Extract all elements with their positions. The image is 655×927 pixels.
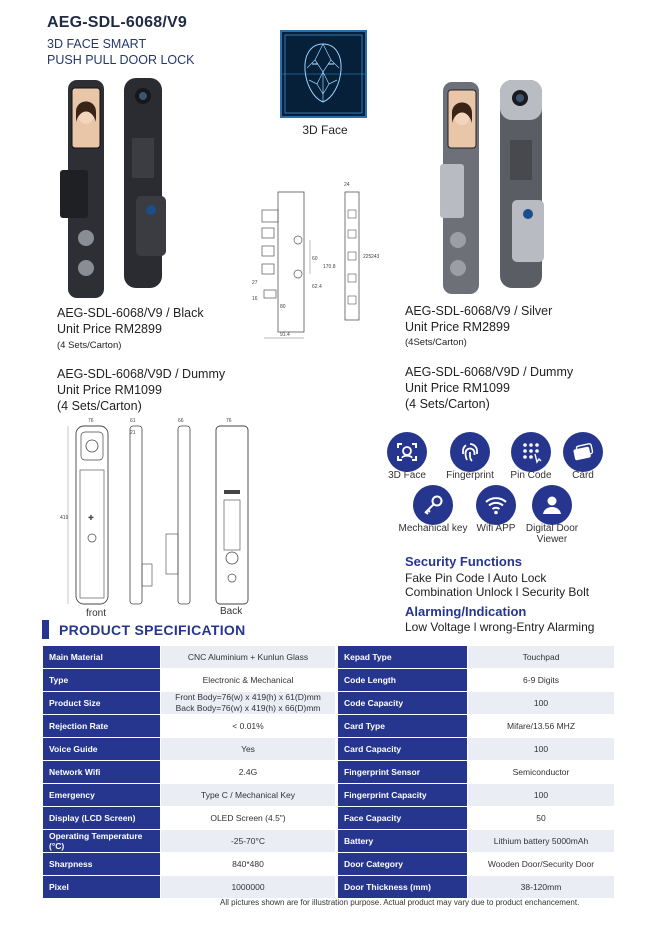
spec-key: Type [43,669,161,692]
silver-variant-pack: (4Sets/Carton) [405,337,467,348]
method-label: Mechanical key [398,523,468,534]
subtitle-line1: 3D FACE SMART [47,37,147,51]
card-icon [563,432,603,472]
face-scan-icon [387,432,427,472]
spec-key: Sharpness [43,853,161,876]
spec-title-bar [42,620,49,639]
spec-value: Lithium battery 5000mAh [468,830,615,853]
spec-value: Yes [161,738,336,761]
spec-value: 38-120mm [468,876,615,899]
black-lock-image [58,78,173,303]
face-scan-graphic [280,30,367,118]
dim-16: 16 [252,296,258,302]
back-label: Back [220,606,243,617]
dim-27: 27 [252,280,258,286]
dim-76b: 76 [226,418,232,424]
spec-value: 2.4G [161,761,336,784]
spec-key: Fingerprint Sensor [338,761,468,784]
spec-table [42,645,615,899]
dim-60: 60 [312,256,318,262]
dim-61: 61 [130,418,136,424]
method-wifi-app [476,485,516,525]
spec-value: Electronic & Mechanical [161,669,336,692]
spec-key: Face Capacity [338,807,468,830]
spec-value: 100 [468,784,615,807]
spec-key: Product Size [43,692,161,715]
spec-key: Pixel [43,876,161,899]
dim-914: 91.4 [280,332,290,338]
spec-value: 100 [468,738,615,761]
method-mechanical-key [413,485,453,525]
method-label: Card [572,470,594,481]
table-row [43,807,615,830]
dummy-left-pack: (4 Sets/Carton) [57,399,142,413]
svg-text:✚: ✚ [88,515,94,522]
dim-80: 80 [280,304,286,310]
dim-419: 419 [60,515,69,521]
black-variant-pack: (4 Sets/Carton) [57,340,122,351]
table-row [43,692,615,715]
table-row [43,669,615,692]
dim-624: 62.4 [312,284,322,290]
spec-title: PRODUCT SPECIFICATION [59,622,246,638]
spec-key: Door Category [338,853,468,876]
spec-value: < 0.01% [161,715,336,738]
subtitle-line2: PUSH PULL DOOR LOCK [47,53,195,67]
dummy-left-price: Unit Price RM1099 [57,383,162,397]
spec-value: Mifare/13.56 MHZ [468,715,615,738]
spec-value: 6-9 Digits [468,669,615,692]
spec-value: Wooden Door/Security Door [468,853,615,876]
security-line2: Combination Unlock l Security Bolt [405,585,590,599]
table-row [43,715,615,738]
dim-21: 21 [130,430,136,436]
spec-value: 840*480 [161,853,336,876]
mortise-drawing [240,180,380,340]
spec-key: Code Length [338,669,468,692]
dim-24: 24 [344,182,350,188]
product-size-back: Back Body=76(w) x 419(h) x 66(D)mm [175,703,321,713]
silver-variant-price: Unit Price RM2899 [405,320,510,334]
security-heading: Security Functions [405,554,523,569]
wifi-icon [476,485,516,525]
spec-value: Semiconductor [468,761,615,784]
spec-key: Door Thickness (mm) [338,876,468,899]
method-label: 3D Face [388,470,426,481]
model-title: AEG-SDL-6068/V9 [47,14,187,31]
table-row [43,876,615,899]
table-row [43,738,615,761]
disclaimer: All pictures shown are for illustration purpose. Actual product may vary due to product enchancement. [220,898,580,907]
spec-value: 1000000 [161,876,336,899]
spec-key: Operating Temperature (°C) [43,830,161,853]
spec-value [161,692,336,715]
silver-lock-image [440,80,555,305]
key-icon [413,485,453,525]
table-row [43,646,615,669]
black-variant-price: Unit Price RM2899 [57,322,162,336]
spec-key: Display (LCD Screen) [43,807,161,830]
dim-225: 225 [363,254,372,260]
silver-variant-name: AEG-SDL-6068/V9 / Silver [405,304,553,318]
spec-key: Emergency [43,784,161,807]
spec-key: Card Type [338,715,468,738]
spec-key: Voice Guide [43,738,161,761]
table-row [43,784,615,807]
spec-key: Battery [338,830,468,853]
spec-value: -25-70°C [161,830,336,853]
method-card [563,432,603,472]
spec-value: 100 [468,692,615,715]
fingerprint-icon [450,432,490,472]
spec-value: 50 [468,807,615,830]
spec-key: Main Material [43,646,161,669]
alarming-line1: Low Voltage l wrong-Entry Alarming [405,620,595,634]
method-digital-door-viewer [532,485,572,525]
keypad-icon [511,432,551,472]
method-pin-code [511,432,551,472]
spec-value: OLED Screen (4.5") [161,807,336,830]
spec-key: Rejection Rate [43,715,161,738]
alarming-heading: Alarming/Indication [405,604,527,619]
spec-value: Touchpad [468,646,615,669]
dummy-left-name: AEG-SDL-6068/V9D / Dummy [57,367,226,381]
user-icon [532,485,572,525]
spec-key: Fingerprint Capacity [338,784,468,807]
dim-76a: 76 [88,418,94,424]
spec-key: Code Capacity [338,692,468,715]
method-label: Fingerprint [446,470,494,481]
front-label: front [86,608,107,619]
method-label: Digital Door Viewer [525,523,579,545]
dim-170: 170.8 [323,264,336,270]
method-label: Pin Code [510,470,552,481]
face-caption: 3D Face [302,123,348,137]
dummy-right-price: Unit Price RM1099 [405,381,510,395]
spec-key: Network Wifi [43,761,161,784]
black-variant-name: AEG-SDL-6068/V9 / Black [57,306,204,320]
spec-key: Card Capacity [338,738,468,761]
dummy-right-name: AEG-SDL-6068/V9D / Dummy [405,365,574,379]
product-size-front: Front Body=76(w) x 419(h) x 61(D)mm [175,692,321,702]
table-row [43,853,615,876]
method-label: Wifi APP [476,523,516,534]
table-row [43,830,615,853]
spec-value: Type C / Mechanical Key [161,784,336,807]
dimension-drawings [58,414,258,619]
dim-66: 66 [178,418,184,424]
method-3d-face [387,432,427,472]
method-fingerprint [450,432,490,472]
dim-243: 243 [371,254,380,260]
table-row [43,761,615,784]
face-wireframe-icon [282,32,365,116]
dummy-right-pack: (4 Sets/Carton) [405,397,490,411]
security-line1: Fake Pin Code l Auto Lock [405,571,547,585]
spec-value: CNC Aluminium + Kunlun Glass [161,646,336,669]
spec-key: Kepad Type [338,646,468,669]
